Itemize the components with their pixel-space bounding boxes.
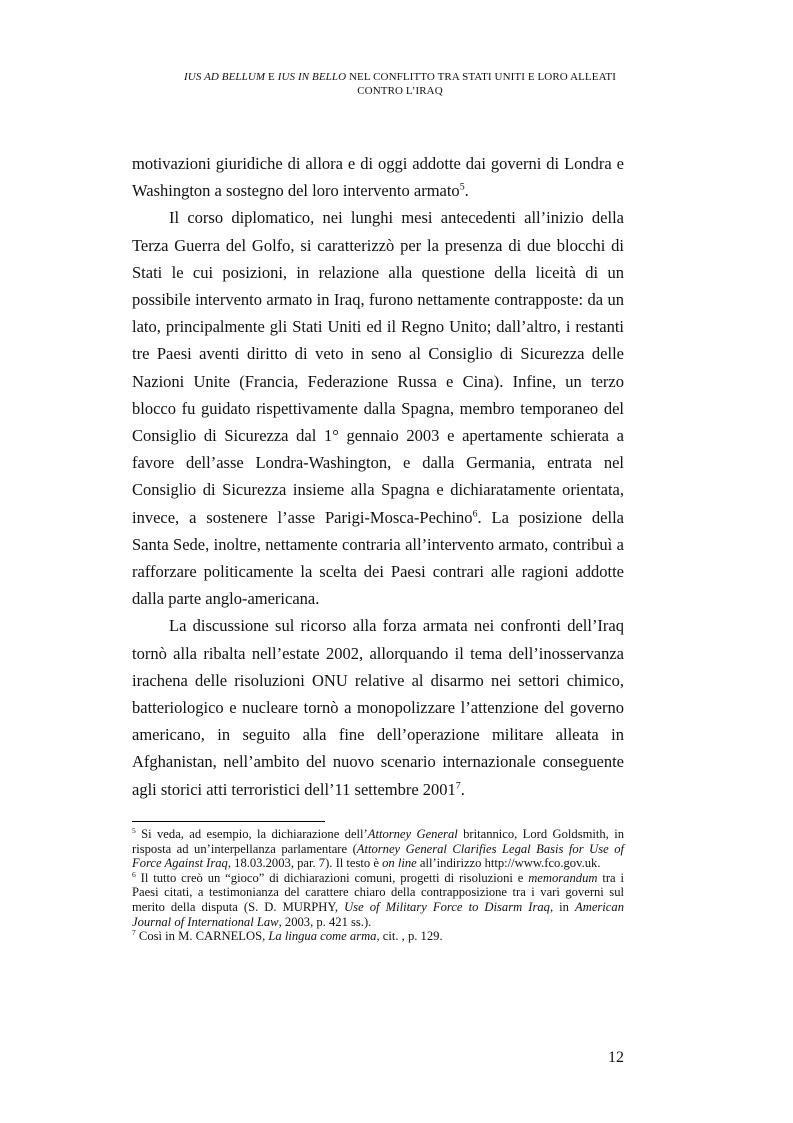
footnote-7-number: 7 (132, 927, 136, 937)
footnote-ref-7[interactable]: 7 (455, 780, 461, 792)
paragraph-2 (132, 204, 624, 612)
footnote-6-text-1: Il tutto creò un “gioco” di dichiarazioni comuni, progetti di risoluzioni e (135, 870, 529, 885)
running-header-line-2: CONTRO L’IRAQ (357, 85, 443, 97)
footnote-6-text-4: , 2003, p. 421 ss.). (278, 914, 372, 929)
running-header-line-1 (130, 70, 670, 84)
footnote-5-italic-1: Attorney General (367, 827, 458, 841)
header-separator: E (265, 71, 278, 83)
footnote-7-italic-1: La lingua come arma (268, 929, 377, 944)
footnote-6-italic-3: American Journal of International Law (132, 899, 624, 929)
footnote-5-text-3: , 18.03.2003, par. 7). Il testo è (227, 856, 383, 871)
footnote-5-text-1: Si veda, ad esempio, la dichiarazione dell’ (135, 827, 368, 841)
paragraph-1-text: motivazioni giuridiche di allora e di oggi addotte dai governi di Londra e Washington a sostegno del loro intervento armato (132, 154, 624, 201)
footnote-7-text-2: , cit. , p. 129. (376, 929, 443, 944)
footnote-6-text-2: tra i Paesi citati, a testimonianza del carattere chiaro della contrapposizione tra i vari governi sul merito della disputa (S. D. MURPHY, (132, 870, 624, 914)
paragraph-1 (132, 150, 624, 204)
page-number: 12 (608, 1049, 624, 1066)
footnote-6-italic-1: memorandum (528, 870, 598, 885)
header-italic-ius-in-bello: IUS IN BELLO (277, 71, 347, 83)
paragraph-2-end: . La posizione della Santa Sede, inoltre, nettamente contraria all’intervento armato, contribuì a rafforzare politicamente la scelta dei Paesi contrari alle ragioni addotte dalla parte anglo-americana. (132, 507, 624, 609)
footnote-6 (132, 871, 624, 929)
footnote-separator (132, 821, 325, 822)
footnote-6-text-3: , in (549, 899, 576, 914)
body-text (132, 150, 624, 803)
paragraph-3-end: . (460, 779, 465, 799)
paragraph-3 (132, 612, 624, 802)
footnote-ref-5[interactable]: 5 (459, 181, 465, 193)
paragraph-2-text: Il corso diplomatico, nei lunghi mesi antecedenti all’inizio della Terza Guerra del Golfo, si caratterizzò per la presenza di due blocchi di Stati le cui posizioni, in relazione alla questione della liceità di un possibile intervento armato in Iraq, furono nettamente contrapposte: da un lato, principalmente gli Stati Uniti ed il Regno Unito; dall’altro, i restanti tre Paesi aventi diritto di veto in seno al Consiglio di Sicurezza delle Nazioni Unite (Francia, Federazione Russa e Cina). Infine, un terzo blocco fu guidato rispettivamente dalla Spagna, membro temporaneo del Consiglio di Sicurezza dal 1° gennaio 2003 e apertamente schierata a favore dell’asse Londra-Washington, e dalla Germania, entrata nel Consiglio di Sicurezza insieme alla Spagna e dichiaratamente orientata, invece, a sostenere l’asse Parigi-Mosca-Pechino (132, 208, 624, 527)
footnote-5-text-2: britannico, Lord Goldsmith, in risposta ad un’interpellanza parlamentare ( (132, 827, 625, 856)
footnote-6-italic-2: Use of Military Force to Disarm Iraq (344, 899, 550, 914)
running-header (130, 70, 670, 98)
footnote-7 (132, 929, 624, 944)
footnote-7-text-1: Così in M. CARNELOS, (135, 929, 269, 944)
paragraph-3-text: La discussione sul ricorso alla forza armata nei confronti dell’Iraq tornò alla ribalta nell’estate 2002, allorquando il tema dell’inosservanza irachena delle risoluzioni ONU relative al disarmo nei settori chimico, batteriologico e nucleare tornò a monopolizzare l’attenzione del governo americano, in seguito alla fine dell’operazione militare alleata in Afghanistan, nell’ambito del nuovo scenario internazionale conseguente agli storici atti terroristici dell’11 settembre 2001 (132, 616, 624, 799)
footnote-ref-6[interactable]: 6 (472, 508, 478, 520)
footnote-5-italic-2: Attorney General Clarifies Legal Basis for Use of Force Against Iraq (132, 841, 624, 871)
footnote-6-number: 6 (132, 869, 136, 879)
footnote-5-number: 5 (132, 825, 136, 835)
header-title-rest: NEL CONFLITTO TRA STATI UNITI E LORO ALLEATI (346, 71, 616, 83)
header-italic-ius-ad-bellum: IUS AD BELLUM (184, 71, 266, 83)
paragraph-1-end: . (464, 181, 469, 201)
footnote-5-italic-3: on line (382, 856, 417, 871)
footnote-5 (132, 827, 624, 871)
footnotes (132, 827, 624, 944)
footnote-5-text-4: all’indirizzo http://www.fco.gov.uk. (416, 856, 601, 871)
